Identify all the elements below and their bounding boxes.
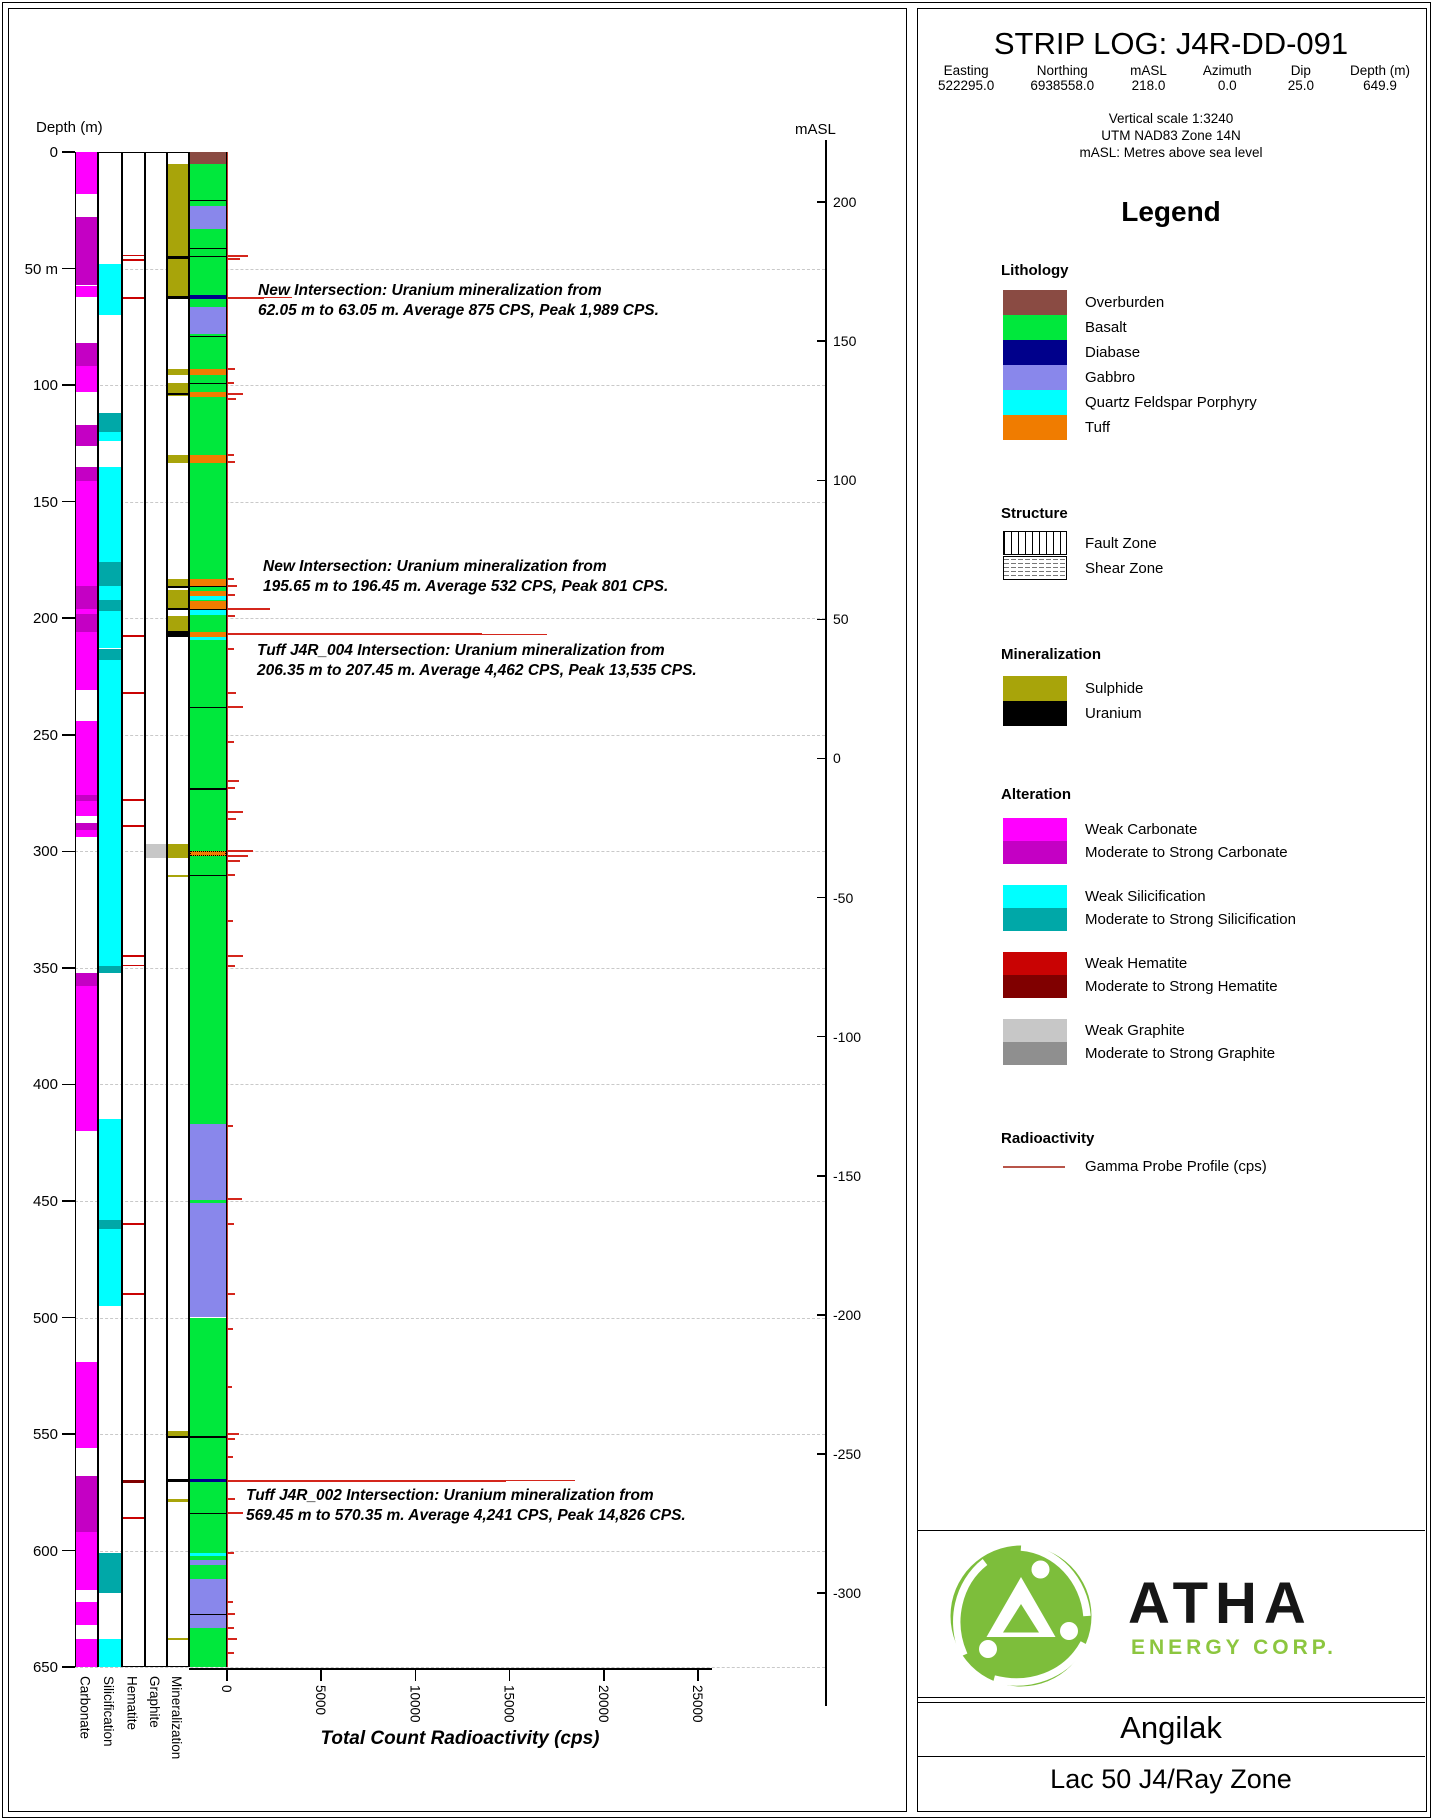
legend-label: Moderate to Strong Hematite xyxy=(1085,978,1278,995)
legend-swatch-basalt xyxy=(1003,315,1067,340)
legend-swatch-strong xyxy=(1003,841,1067,864)
legend-label: Moderate to Strong Silicification xyxy=(1085,911,1296,928)
legend-swatch-gabbro xyxy=(1003,365,1067,390)
cps-tick-label: 0 xyxy=(219,1685,234,1693)
info-label: Dip xyxy=(1290,63,1311,78)
legend-label: Overburden xyxy=(1085,294,1165,311)
depth-tick-label: 450 xyxy=(32,1192,58,1210)
legend-label: Shear Zone xyxy=(1085,560,1164,577)
project-name: Angilak xyxy=(1120,1710,1222,1745)
atha-logo-svg xyxy=(946,1541,1096,1691)
masl-note: mASL: Metres above sea level xyxy=(1079,145,1263,160)
legend-label: Gabbro xyxy=(1085,369,1136,386)
info-label: Northing xyxy=(1036,63,1088,78)
depth-tick-label: 100 xyxy=(32,377,58,395)
depth-tick-label: 500 xyxy=(32,1309,58,1327)
info-value: 522295.0 xyxy=(938,78,995,93)
legend-swatch-weak xyxy=(1003,818,1067,841)
legend-label: Sulphide xyxy=(1085,680,1144,697)
annotation-line1: New Intersection: Uranium mineralization from xyxy=(263,558,607,575)
masl-tick-label: -200 xyxy=(833,1306,862,1323)
legend-label: Gamma Probe Profile (cps) xyxy=(1085,1158,1267,1175)
track-label-graphite: Graphite xyxy=(147,1676,162,1728)
legend-section-header-structure: Structure xyxy=(1001,505,1068,522)
legend-section-header-alteration: Alteration xyxy=(1001,786,1072,803)
depth-tick-label: 250 xyxy=(32,726,58,744)
depth-tick-label: 350 xyxy=(32,959,58,977)
info-label: Azimuth xyxy=(1202,63,1252,78)
legend-label: Basalt xyxy=(1085,319,1127,336)
project-title-divider xyxy=(917,1756,1425,1757)
legend-swatch-weak xyxy=(1003,885,1067,908)
legend-swatch-strong xyxy=(1003,1042,1067,1065)
info-value: 649.9 xyxy=(1363,78,1397,93)
legend-label: Quartz Feldspar Porphyry xyxy=(1085,394,1257,411)
annotation-line1: New Intersection: Uranium mineralization from xyxy=(258,282,602,299)
annotation-line2: 206.35 m to 207.45 m. Average 4,462 CPS, Peak 13,535 CPS. xyxy=(257,662,697,680)
legend-label: Tuff xyxy=(1085,419,1111,436)
masl-tick-label: -250 xyxy=(833,1445,862,1462)
atha-logo xyxy=(946,1541,1096,1691)
masl-tick-label: 200 xyxy=(833,194,857,211)
legend-section-header-lithology: Lithology xyxy=(1001,262,1069,279)
legend-swatch-strong xyxy=(1003,908,1067,931)
depth-tick-label: 50 m xyxy=(24,260,58,278)
legend-section-header-mineralization: Mineralization xyxy=(1001,646,1102,663)
legend-swatch-strong xyxy=(1003,975,1067,998)
legend-swatch-shear-zone xyxy=(1003,556,1067,580)
masl-tick-label: -300 xyxy=(833,1585,862,1602)
info-label: mASL xyxy=(1130,63,1167,78)
masl-tick-label: 0 xyxy=(833,750,841,767)
depth-tick-label: 650 xyxy=(32,1659,58,1677)
cps-tick-label: 20000 xyxy=(595,1685,611,1723)
info-label: Depth (m) xyxy=(1349,63,1410,78)
masl-tick-label: 150 xyxy=(833,333,857,350)
legend-label: Weak Carbonate xyxy=(1085,821,1198,838)
legend-swatch-uranium xyxy=(1003,701,1067,726)
info-label: Easting xyxy=(943,63,989,78)
track-label-hematite: Hematite xyxy=(124,1676,140,1731)
vertical-scale-note: Vertical scale 1:3240 xyxy=(1108,111,1234,126)
depth-tick-label: 300 xyxy=(32,843,58,861)
x-axis-title: Total Count Radioactivity (cps) xyxy=(320,1728,600,1749)
depth-tick-label: 400 xyxy=(32,1076,58,1094)
legend-label: Diabase xyxy=(1085,344,1141,361)
legend-label: Weak Hematite xyxy=(1085,955,1188,972)
masl-tick-label: -50 xyxy=(833,889,854,906)
info-value: 218.0 xyxy=(1131,78,1166,93)
depth-tick-label: 200 xyxy=(32,610,58,628)
legend-swatch-overburden xyxy=(1003,290,1067,315)
strip-log-title: STRIP LOG: J4R-DD-091 xyxy=(993,26,1349,61)
cps-tick-label: 25000 xyxy=(690,1685,705,1723)
depth-axis-label: Depth (m) xyxy=(36,119,103,136)
annotation-line2: 569.45 m to 570.35 m. Average 4,241 CPS, Peak 14,826 CPS. xyxy=(246,1507,686,1525)
legend-label: Weak Silicification xyxy=(1085,888,1206,905)
cps-tick-label: 10000 xyxy=(407,1685,423,1723)
legend-swatch-weak xyxy=(1003,952,1067,975)
masl-tick-label: -150 xyxy=(833,1167,862,1184)
annotation-line2: 62.05 m to 63.05 m. Average 875 CPS, Peak 1,989 CPS. xyxy=(258,302,659,320)
legend-label: Weak Graphite xyxy=(1085,1022,1185,1039)
legend-line-gamma xyxy=(1003,1166,1065,1168)
legend-section-header-radioactivity: Radioactivity xyxy=(1001,1130,1095,1147)
legend-swatch-tuff xyxy=(1003,415,1067,440)
cps-tick-label: 15000 xyxy=(501,1685,517,1723)
cps-tick-label: 5000 xyxy=(313,1685,329,1716)
legend-swatch-diabase xyxy=(1003,340,1067,365)
atha-subtitle: ENERGY CORP. xyxy=(1131,1636,1337,1659)
masl-axis-label: mASL xyxy=(795,121,836,138)
legend-swatch-sulphide xyxy=(1003,676,1067,701)
masl-tick-label: -100 xyxy=(833,1028,862,1045)
legend-swatch-weak xyxy=(1003,1019,1067,1042)
legend-swatch-fault-zone xyxy=(1003,531,1067,555)
annotation-line2: 195.65 m to 196.45 m. Average 532 CPS, Peak 801 CPS. xyxy=(263,578,669,596)
annotation-line1: Tuff J4R_004 Intersection: Uranium mineralization from xyxy=(257,642,665,659)
track-label-silicification: Silicification xyxy=(101,1676,116,1747)
info-value: 25.0 xyxy=(1287,78,1314,93)
legend-title: Legend xyxy=(1121,196,1221,227)
masl-tick-label: 100 xyxy=(833,472,857,489)
track-label-mineralization: Mineralization xyxy=(169,1676,184,1760)
masl-tick-label: 50 xyxy=(833,611,849,628)
datum-note: UTM NAD83 Zone 14N xyxy=(1101,128,1241,143)
legend-label: Moderate to Strong Graphite xyxy=(1085,1045,1276,1062)
info-value: 0.0 xyxy=(1217,78,1237,93)
legend-swatch-quartz-feldspar-porphyry xyxy=(1003,390,1067,415)
info-value: 6938558.0 xyxy=(1030,78,1095,93)
depth-tick-label: 0 xyxy=(49,144,58,161)
depth-tick-label: 150 xyxy=(32,493,58,511)
annotation-line1: Tuff J4R_002 Intersection: Uranium mineralization from xyxy=(246,1487,654,1504)
legend-label: Uranium xyxy=(1085,705,1142,722)
depth-tick-label: 600 xyxy=(32,1542,58,1560)
track-label-carbonate: Carbonate xyxy=(77,1676,93,1740)
atha-wordmark: ATHA xyxy=(1128,1571,1313,1636)
depth-tick-label: 550 xyxy=(32,1426,58,1444)
legend-label: Fault Zone xyxy=(1085,535,1157,552)
legend-label: Moderate to Strong Carbonate xyxy=(1085,844,1288,861)
zone-name: Lac 50 J4/Ray Zone xyxy=(1050,1764,1292,1794)
